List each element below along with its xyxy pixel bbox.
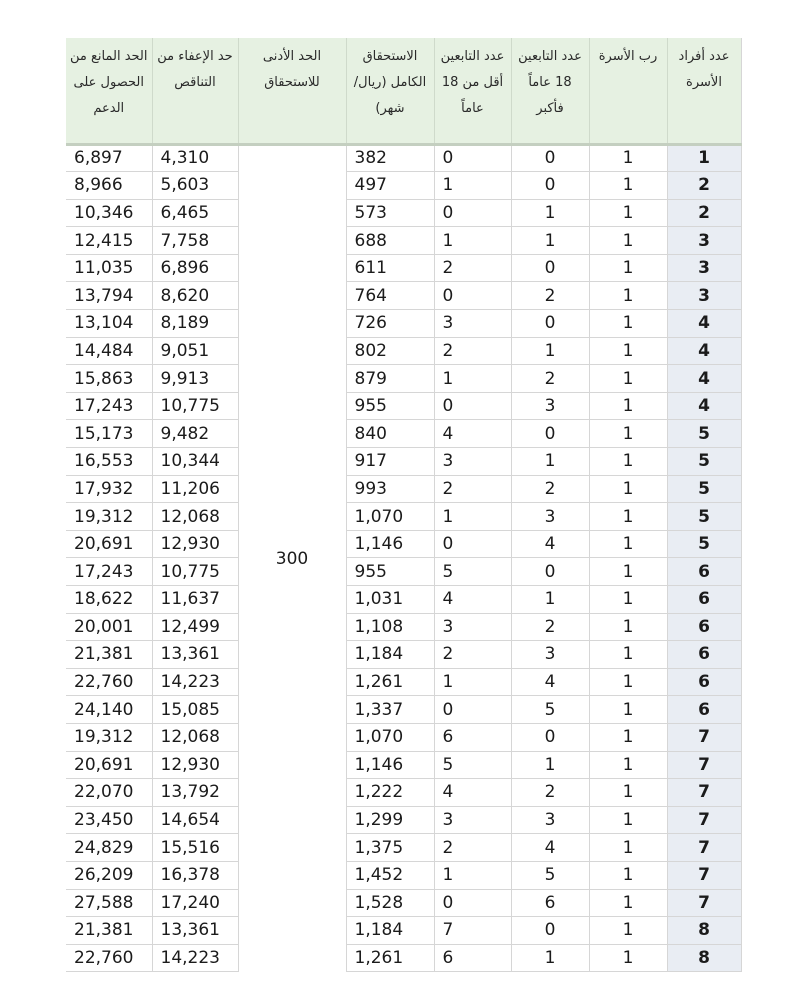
cell-exemption-limit: 9,051 <box>152 337 238 365</box>
cell-exemption-limit: 8,620 <box>152 282 238 310</box>
cell-dependents-under-18: 3 <box>434 806 511 834</box>
cell-full-entitlement: 688 <box>346 227 434 255</box>
cell-dependents-under-18: 6 <box>434 723 511 751</box>
table-row <box>66 779 741 807</box>
cell-head-of-family: 1 <box>589 448 667 476</box>
cell-family-members: 3 <box>667 227 741 255</box>
cell-exemption-limit: 12,930 <box>152 751 238 779</box>
cell-family-members: 3 <box>667 254 741 282</box>
cell-barrier-limit: 6,897 <box>66 144 152 172</box>
table-row <box>66 530 741 558</box>
cell-barrier-limit: 10,346 <box>66 199 152 227</box>
table-row <box>66 696 741 724</box>
cell-head-of-family: 1 <box>589 586 667 614</box>
cell-full-entitlement: 764 <box>346 282 434 310</box>
cell-dependents-under-18: 3 <box>434 448 511 476</box>
table-row <box>66 503 741 531</box>
cell-full-entitlement: 917 <box>346 448 434 476</box>
cell-family-members: 8 <box>667 944 741 972</box>
cell-head-of-family: 1 <box>589 503 667 531</box>
cell-barrier-limit: 15,863 <box>66 365 152 393</box>
cell-full-entitlement: 1,299 <box>346 806 434 834</box>
cell-exemption-limit: 10,344 <box>152 448 238 476</box>
table-row <box>66 365 741 393</box>
cell-full-entitlement: 1,261 <box>346 944 434 972</box>
table-row <box>66 668 741 696</box>
table-row <box>66 861 741 889</box>
cell-dependents-18-plus: 5 <box>511 861 589 889</box>
cell-full-entitlement: 1,146 <box>346 751 434 779</box>
cell-dependents-under-18: 6 <box>434 944 511 972</box>
cell-dependents-18-plus: 0 <box>511 917 589 945</box>
cell-exemption-limit: 12,499 <box>152 613 238 641</box>
cell-dependents-18-plus: 4 <box>511 530 589 558</box>
cell-full-entitlement: 1,184 <box>346 917 434 945</box>
cell-dependents-18-plus: 0 <box>511 723 589 751</box>
header-dependents-under-18: عدد التابعين أقل من 18 عاماً <box>434 38 511 144</box>
cell-dependents-under-18: 0 <box>434 889 511 917</box>
cell-head-of-family: 1 <box>589 282 667 310</box>
cell-barrier-limit: 22,760 <box>66 944 152 972</box>
cell-dependents-18-plus: 0 <box>511 420 589 448</box>
table-row <box>66 751 741 779</box>
cell-dependents-under-18: 0 <box>434 392 511 420</box>
cell-full-entitlement: 1,452 <box>346 861 434 889</box>
cell-head-of-family: 1 <box>589 806 667 834</box>
cell-head-of-family: 1 <box>589 254 667 282</box>
cell-family-members: 6 <box>667 641 741 669</box>
cell-full-entitlement: 1,108 <box>346 613 434 641</box>
cell-exemption-limit: 14,223 <box>152 944 238 972</box>
cell-head-of-family: 1 <box>589 723 667 751</box>
cell-dependents-18-plus: 4 <box>511 668 589 696</box>
cell-barrier-limit: 20,001 <box>66 613 152 641</box>
cell-head-of-family: 1 <box>589 392 667 420</box>
cell-dependents-under-18: 4 <box>434 586 511 614</box>
cell-dependents-18-plus: 1 <box>511 337 589 365</box>
cell-exemption-limit: 6,465 <box>152 199 238 227</box>
table-row <box>66 558 741 586</box>
cell-barrier-limit: 11,035 <box>66 254 152 282</box>
table-row <box>66 227 741 255</box>
cell-head-of-family: 1 <box>589 227 667 255</box>
cell-dependents-under-18: 0 <box>434 282 511 310</box>
cell-dependents-under-18: 2 <box>434 254 511 282</box>
table-row <box>66 337 741 365</box>
cell-exemption-limit: 7,758 <box>152 227 238 255</box>
cell-dependents-under-18: 0 <box>434 696 511 724</box>
cell-dependents-18-plus: 5 <box>511 696 589 724</box>
cell-family-members: 4 <box>667 365 741 393</box>
cell-dependents-18-plus: 2 <box>511 365 589 393</box>
table-row <box>66 475 741 503</box>
cell-dependents-18-plus: 3 <box>511 641 589 669</box>
cell-dependents-under-18: 5 <box>434 558 511 586</box>
cell-family-members: 3 <box>667 282 741 310</box>
header-full-entitlement: الاستحقاق الكامل (ريال/شهر) <box>346 38 434 144</box>
cell-dependents-18-plus: 0 <box>511 144 589 172</box>
table-row <box>66 944 741 972</box>
cell-dependents-under-18: 1 <box>434 668 511 696</box>
cell-exemption-limit: 15,085 <box>152 696 238 724</box>
table-body <box>66 144 741 972</box>
cell-family-members: 1 <box>667 144 741 172</box>
cell-family-members: 5 <box>667 503 741 531</box>
cell-minimum-entitlement: 300 <box>238 144 346 972</box>
table-row <box>66 254 741 282</box>
cell-dependents-18-plus: 1 <box>511 944 589 972</box>
cell-dependents-18-plus: 2 <box>511 779 589 807</box>
table-row <box>66 199 741 227</box>
table-row <box>66 310 741 338</box>
cell-dependents-under-18: 4 <box>434 779 511 807</box>
cell-dependents-18-plus: 1 <box>511 586 589 614</box>
cell-dependents-18-plus: 3 <box>511 503 589 531</box>
cell-head-of-family: 1 <box>589 337 667 365</box>
cell-barrier-limit: 24,829 <box>66 834 152 862</box>
header-head-of-family: رب الأسرة <box>589 38 667 144</box>
header-dependents-18-plus: عدد التابعين 18 عاماً فأكبر <box>511 38 589 144</box>
cell-barrier-limit: 17,932 <box>66 475 152 503</box>
cell-barrier-limit: 22,070 <box>66 779 152 807</box>
cell-dependents-under-18: 2 <box>434 834 511 862</box>
cell-family-members: 2 <box>667 172 741 200</box>
cell-head-of-family: 1 <box>589 779 667 807</box>
cell-dependents-18-plus: 0 <box>511 254 589 282</box>
cell-family-members: 5 <box>667 475 741 503</box>
table-row <box>66 806 741 834</box>
cell-family-members: 6 <box>667 668 741 696</box>
subsidy-table-container <box>66 38 741 972</box>
table-row <box>66 392 741 420</box>
cell-barrier-limit: 17,243 <box>66 392 152 420</box>
cell-dependents-under-18: 2 <box>434 641 511 669</box>
table-row <box>66 144 741 172</box>
cell-head-of-family: 1 <box>589 310 667 338</box>
cell-head-of-family: 1 <box>589 365 667 393</box>
cell-dependents-under-18: 2 <box>434 337 511 365</box>
cell-head-of-family: 1 <box>589 917 667 945</box>
cell-barrier-limit: 20,691 <box>66 751 152 779</box>
cell-family-members: 5 <box>667 530 741 558</box>
cell-full-entitlement: 1,070 <box>346 503 434 531</box>
cell-dependents-under-18: 2 <box>434 475 511 503</box>
table-row <box>66 723 741 751</box>
cell-full-entitlement: 1,337 <box>346 696 434 724</box>
cell-exemption-limit: 14,223 <box>152 668 238 696</box>
cell-dependents-18-plus: 0 <box>511 310 589 338</box>
cell-family-members: 7 <box>667 806 741 834</box>
cell-barrier-limit: 15,173 <box>66 420 152 448</box>
cell-barrier-limit: 19,312 <box>66 503 152 531</box>
table-row <box>66 172 741 200</box>
cell-exemption-limit: 13,361 <box>152 917 238 945</box>
cell-full-entitlement: 497 <box>346 172 434 200</box>
header-exemption-limit: حد الإعفاء من التناقص <box>152 38 238 144</box>
cell-dependents-18-plus: 2 <box>511 613 589 641</box>
cell-full-entitlement: 1,375 <box>346 834 434 862</box>
cell-exemption-limit: 9,482 <box>152 420 238 448</box>
cell-full-entitlement: 1,261 <box>346 668 434 696</box>
cell-head-of-family: 1 <box>589 641 667 669</box>
header-family-members: عدد أفراد الأسرة <box>667 38 741 144</box>
cell-barrier-limit: 27,588 <box>66 889 152 917</box>
table-row <box>66 834 741 862</box>
cell-exemption-limit: 11,206 <box>152 475 238 503</box>
cell-exemption-limit: 5,603 <box>152 172 238 200</box>
cell-barrier-limit: 24,140 <box>66 696 152 724</box>
cell-dependents-under-18: 3 <box>434 310 511 338</box>
cell-head-of-family: 1 <box>589 172 667 200</box>
cell-family-members: 6 <box>667 696 741 724</box>
cell-dependents-18-plus: 4 <box>511 834 589 862</box>
cell-dependents-18-plus: 1 <box>511 751 589 779</box>
cell-family-members: 8 <box>667 917 741 945</box>
cell-full-entitlement: 1,222 <box>346 779 434 807</box>
subsidy-table <box>66 38 742 972</box>
cell-head-of-family: 1 <box>589 420 667 448</box>
cell-dependents-under-18: 5 <box>434 751 511 779</box>
cell-head-of-family: 1 <box>589 558 667 586</box>
cell-dependents-18-plus: 1 <box>511 199 589 227</box>
cell-full-entitlement: 955 <box>346 558 434 586</box>
table-row <box>66 641 741 669</box>
cell-head-of-family: 1 <box>589 834 667 862</box>
cell-dependents-18-plus: 2 <box>511 475 589 503</box>
cell-dependents-under-18: 1 <box>434 227 511 255</box>
cell-head-of-family: 1 <box>589 144 667 172</box>
cell-exemption-limit: 13,792 <box>152 779 238 807</box>
cell-barrier-limit: 21,381 <box>66 917 152 945</box>
cell-exemption-limit: 16,378 <box>152 861 238 889</box>
header-minimum-entitlement: الحد الأدنى للاستحقاق <box>238 38 346 144</box>
cell-dependents-under-18: 1 <box>434 172 511 200</box>
cell-exemption-limit: 4,310 <box>152 144 238 172</box>
cell-dependents-under-18: 4 <box>434 420 511 448</box>
cell-dependents-18-plus: 3 <box>511 392 589 420</box>
cell-full-entitlement: 1,146 <box>346 530 434 558</box>
cell-family-members: 5 <box>667 420 741 448</box>
cell-barrier-limit: 20,691 <box>66 530 152 558</box>
cell-dependents-18-plus: 3 <box>511 806 589 834</box>
cell-family-members: 4 <box>667 337 741 365</box>
cell-barrier-limit: 17,243 <box>66 558 152 586</box>
table-row <box>66 282 741 310</box>
table-header-row <box>66 38 741 144</box>
header-barrier-limit: الحد المانع من الحصول على الدعم <box>66 38 152 144</box>
cell-exemption-limit: 8,189 <box>152 310 238 338</box>
cell-family-members: 7 <box>667 889 741 917</box>
cell-head-of-family: 1 <box>589 696 667 724</box>
cell-barrier-limit: 19,312 <box>66 723 152 751</box>
cell-family-members: 6 <box>667 558 741 586</box>
cell-full-entitlement: 879 <box>346 365 434 393</box>
cell-barrier-limit: 12,415 <box>66 227 152 255</box>
cell-full-entitlement: 1,184 <box>346 641 434 669</box>
cell-family-members: 4 <box>667 310 741 338</box>
cell-dependents-under-18: 0 <box>434 199 511 227</box>
table-row <box>66 917 741 945</box>
cell-family-members: 2 <box>667 199 741 227</box>
cell-dependents-under-18: 7 <box>434 917 511 945</box>
cell-head-of-family: 1 <box>589 530 667 558</box>
table-row <box>66 448 741 476</box>
cell-full-entitlement: 1,031 <box>346 586 434 614</box>
cell-exemption-limit: 11,637 <box>152 586 238 614</box>
cell-barrier-limit: 22,760 <box>66 668 152 696</box>
table-row <box>66 613 741 641</box>
cell-barrier-limit: 14,484 <box>66 337 152 365</box>
cell-barrier-limit: 18,622 <box>66 586 152 614</box>
cell-head-of-family: 1 <box>589 199 667 227</box>
cell-head-of-family: 1 <box>589 613 667 641</box>
cell-family-members: 7 <box>667 834 741 862</box>
cell-dependents-under-18: 0 <box>434 144 511 172</box>
cell-family-members: 7 <box>667 861 741 889</box>
cell-barrier-limit: 8,966 <box>66 172 152 200</box>
cell-dependents-under-18: 0 <box>434 530 511 558</box>
cell-dependents-18-plus: 0 <box>511 558 589 586</box>
cell-exemption-limit: 6,896 <box>152 254 238 282</box>
cell-exemption-limit: 14,654 <box>152 806 238 834</box>
cell-full-entitlement: 802 <box>346 337 434 365</box>
cell-dependents-18-plus: 2 <box>511 282 589 310</box>
cell-dependents-18-plus: 1 <box>511 448 589 476</box>
cell-dependents-under-18: 1 <box>434 861 511 889</box>
cell-family-members: 6 <box>667 613 741 641</box>
cell-barrier-limit: 13,104 <box>66 310 152 338</box>
cell-exemption-limit: 17,240 <box>152 889 238 917</box>
cell-family-members: 7 <box>667 723 741 751</box>
cell-family-members: 7 <box>667 751 741 779</box>
cell-head-of-family: 1 <box>589 751 667 779</box>
cell-dependents-18-plus: 6 <box>511 889 589 917</box>
cell-dependents-18-plus: 0 <box>511 172 589 200</box>
cell-full-entitlement: 611 <box>346 254 434 282</box>
cell-family-members: 4 <box>667 392 741 420</box>
cell-exemption-limit: 9,913 <box>152 365 238 393</box>
cell-barrier-limit: 13,794 <box>66 282 152 310</box>
cell-dependents-under-18: 1 <box>434 365 511 393</box>
table-row <box>66 889 741 917</box>
cell-full-entitlement: 840 <box>346 420 434 448</box>
cell-barrier-limit: 16,553 <box>66 448 152 476</box>
cell-full-entitlement: 382 <box>346 144 434 172</box>
table-row <box>66 420 741 448</box>
cell-full-entitlement: 1,528 <box>346 889 434 917</box>
cell-barrier-limit: 26,209 <box>66 861 152 889</box>
cell-full-entitlement: 1,070 <box>346 723 434 751</box>
cell-head-of-family: 1 <box>589 944 667 972</box>
cell-full-entitlement: 993 <box>346 475 434 503</box>
cell-full-entitlement: 573 <box>346 199 434 227</box>
table-row <box>66 586 741 614</box>
cell-head-of-family: 1 <box>589 889 667 917</box>
cell-barrier-limit: 21,381 <box>66 641 152 669</box>
cell-family-members: 6 <box>667 586 741 614</box>
cell-dependents-under-18: 1 <box>434 503 511 531</box>
cell-exemption-limit: 12,930 <box>152 530 238 558</box>
cell-head-of-family: 1 <box>589 861 667 889</box>
cell-exemption-limit: 10,775 <box>152 558 238 586</box>
cell-head-of-family: 1 <box>589 668 667 696</box>
cell-exemption-limit: 15,516 <box>152 834 238 862</box>
cell-exemption-limit: 12,068 <box>152 723 238 751</box>
cell-family-members: 5 <box>667 448 741 476</box>
cell-full-entitlement: 955 <box>346 392 434 420</box>
cell-head-of-family: 1 <box>589 475 667 503</box>
cell-dependents-under-18: 3 <box>434 613 511 641</box>
cell-exemption-limit: 13,361 <box>152 641 238 669</box>
cell-family-members: 7 <box>667 779 741 807</box>
cell-dependents-18-plus: 1 <box>511 227 589 255</box>
cell-full-entitlement: 726 <box>346 310 434 338</box>
cell-exemption-limit: 10,775 <box>152 392 238 420</box>
cell-barrier-limit: 23,450 <box>66 806 152 834</box>
cell-exemption-limit: 12,068 <box>152 503 238 531</box>
